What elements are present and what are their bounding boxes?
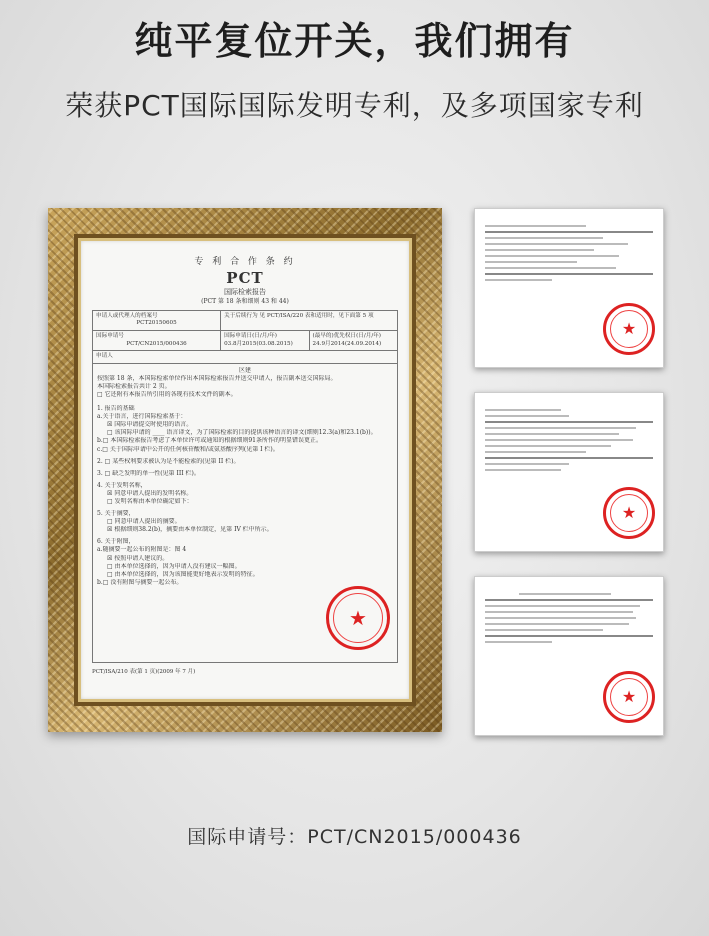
thumbnail-page-2 (474, 208, 664, 368)
star-icon: ★ (621, 687, 637, 706)
seal-ring (610, 494, 648, 532)
star-icon: ★ (621, 319, 637, 338)
star-icon: ★ (621, 503, 637, 522)
body-line: b.□ 没有附图与摘要一起公布。 (97, 578, 183, 586)
form-footer: PCT/ISA/210 表(第 1 页)(2009 年 7 月) (92, 668, 196, 675)
body-line: 1. 报告的基础 (97, 405, 135, 413)
thumb-text-lines (485, 589, 653, 647)
application-number-caption: 国际申请号：PCT/CN2015/000436 (187, 826, 522, 848)
ref-value: PCT20150605 (136, 320, 177, 327)
body-line: 3. □ 缺乏发明的单一性(见第 III 栏)。 (97, 469, 200, 477)
body-line: □ 该国际申请的 ____ 语言译文，为了国际检索的目的提供该种语言的译文(细则12.3(a)和23.1(b))。 (107, 429, 377, 437)
official-seal (603, 671, 655, 723)
priority-value: 24.9月2014(24.09.2014) (312, 340, 382, 347)
body-line: 本国际检索报告共计 2 页。 (97, 382, 171, 390)
body-line: 6. 关于附图， (97, 538, 135, 546)
action-label: 关于后续行为 (224, 312, 258, 319)
thumb-text-lines (485, 221, 653, 285)
body-line: a.关于语言，进行国际检索基于： (97, 413, 187, 421)
body-line: □ 同意申请人提出的摘要。 (107, 518, 181, 526)
app-no-label: 国际申请号 (96, 333, 124, 340)
thumbnail-page-4 (474, 576, 664, 736)
body-line: □ 由本单位选择的，因为该图能更好地表示发明的特征。 (107, 570, 259, 578)
body-line: c.□ 关于国际申请中公开的任何核苷酸和/或氨基酸序列(见第 I 栏)。 (97, 445, 279, 453)
ref-label: 申请人或代理人的档案号 (96, 312, 158, 319)
body-line: 5. 关于摘要， (97, 510, 135, 518)
seal-ring (333, 593, 383, 643)
doc-article-line: (PCT 第 18 条和细则 43 和 44) (201, 297, 289, 305)
body-line: □ 由本单位选择的，因为申请人没有建议一幅图。 (107, 562, 241, 570)
doc-pct-title: PCT (226, 269, 264, 288)
thumbnail-page-3 (474, 392, 664, 552)
seal-ring (610, 678, 648, 716)
certificate-document (92, 252, 398, 690)
applicant-label: 申请人 (96, 353, 113, 360)
body-line: 按照第 18 条，本国际检索单位作出本国际检索报告并送交申请人，报告副本送交国际局。 (97, 374, 337, 382)
thumb-text-lines (485, 405, 653, 475)
seal-ring (610, 310, 648, 348)
body-line: a.随摘要一起公布的附图是：图 4 (97, 546, 187, 554)
body-line: ☒ 根据细则38.2(b)，摘要由本单位制定，见第 IV 栏中所示。 (107, 526, 273, 534)
body-line: ☒ 同意申请人提出的发明名称。 (107, 489, 193, 497)
action-value: 见 PCT/ISA/220 表和适用时，见下面第 5 项 (259, 312, 374, 319)
subheadline: 荣获PCT国际国际发明专利，及多项国家专利 (65, 89, 644, 122)
app-no-value: PCT/CN2015/000436 (126, 340, 187, 347)
body-line: 2. □ 某些权利要求被认为是不能检索的(见第 II 栏)。 (97, 457, 240, 465)
app-date-value: 03.8月2015(03.08.2015) (224, 340, 293, 347)
star-icon: ★ (349, 606, 367, 630)
official-seal (326, 586, 390, 650)
body-line: ☒ 按照申请人建议的。 (107, 554, 169, 562)
official-seal (603, 303, 655, 355)
certificate-paper (74, 234, 416, 706)
priority-label: (最早的)优先权日(日/月/年) (312, 333, 381, 340)
doc-report-title: 国际检索报告 (224, 288, 266, 297)
headline: 纯平复位开关，我们拥有 (134, 19, 575, 63)
section-title: 区建 (238, 366, 251, 374)
body-line: 4. 关于发明名称， (97, 481, 147, 489)
app-date-label: 国际申请日(日/月/年) (224, 333, 277, 340)
body-line: ☒ 国际申请提交时使用的语言。 (107, 421, 193, 429)
official-seal (603, 487, 655, 539)
certificate-frame (48, 208, 442, 732)
doc-treaty-line: 专 利 合 作 条 约 (194, 257, 296, 267)
doc-info-table (92, 310, 398, 364)
body-line: □ 发明名称由本单位确定如下： (107, 497, 193, 505)
body-line: □ 它还附有本报告所引用的各现有技术文件的副本。 (97, 390, 237, 398)
body-line: b.□ 本国际检索报告考虑了本单位许可或通知的根据细则91条所作的明显错误更正。 (97, 437, 322, 445)
